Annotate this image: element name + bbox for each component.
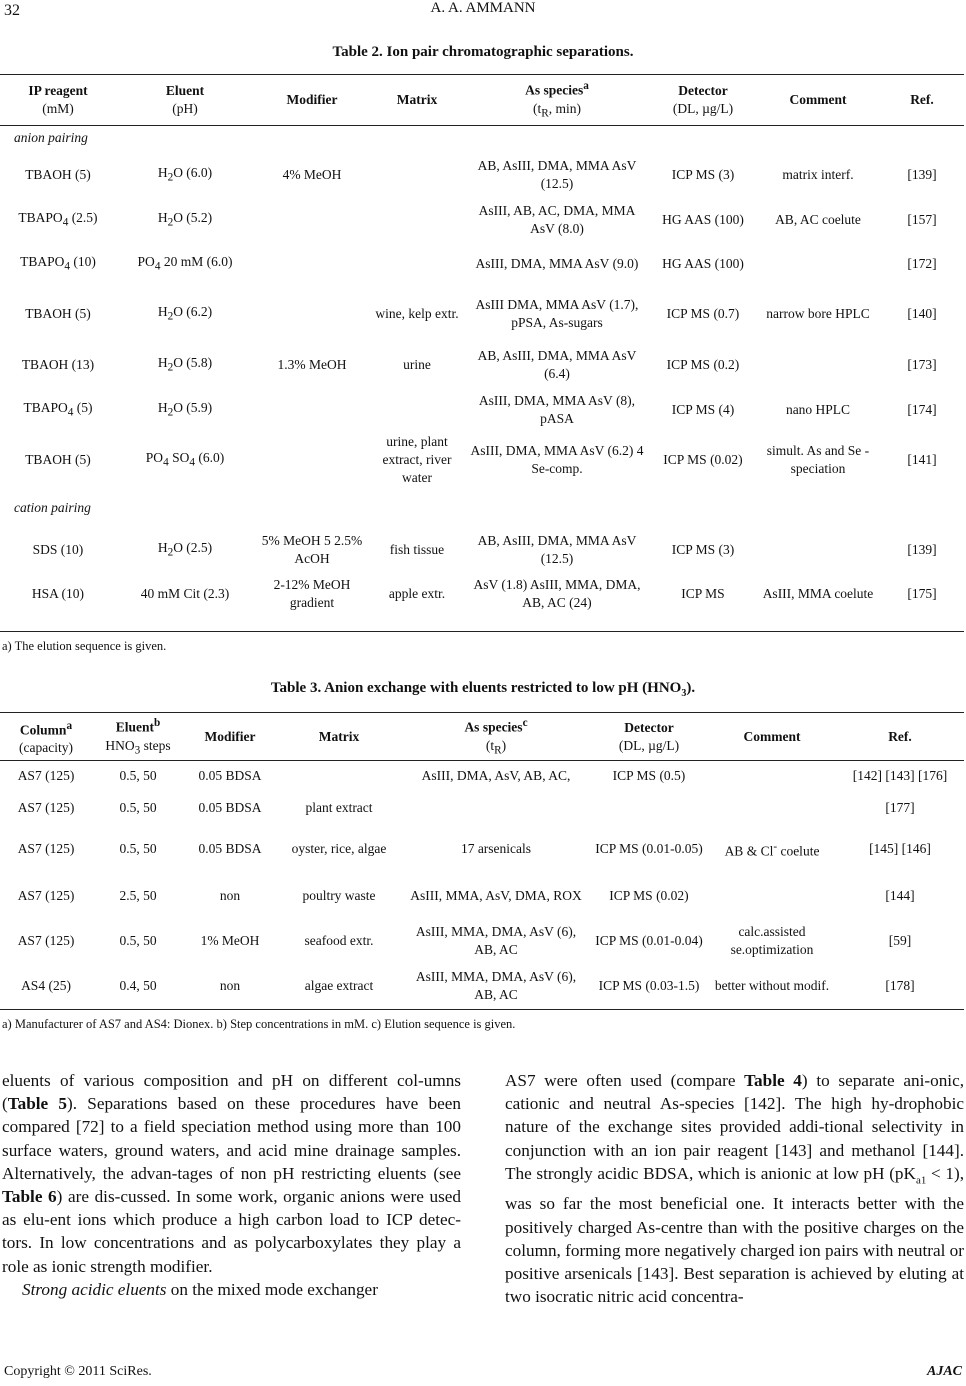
table2-row xyxy=(0,242,964,286)
table3-cell xyxy=(402,792,590,824)
table2-cell: TBAOH (5) xyxy=(25,306,91,321)
table2-cell: ICP MS (0.2) xyxy=(666,357,740,372)
table3-header-2: Modifier xyxy=(204,729,256,744)
table3-cell: AS7 (125) xyxy=(17,841,75,856)
table3-cell xyxy=(708,792,836,824)
table2-cell: 5% MeOH 5 2.5% AcOH xyxy=(261,533,363,566)
table2-cell: [174] xyxy=(907,402,937,417)
table2-row xyxy=(0,528,964,572)
table2-cell xyxy=(254,432,370,488)
table2-cell: AsIII, DMA, MMA AsV (6.2) 4 Se-comp. xyxy=(470,443,644,476)
table2-caption: Table 2. Ion pair chromatographic separations. xyxy=(332,44,634,60)
table3-row xyxy=(0,964,964,1008)
table2-cell: simult. As and Se - speciation xyxy=(766,443,870,476)
table2-cell: $H_2O$ (5.2) xyxy=(157,209,213,229)
table3-cell: calc.assisted se.optimization xyxy=(730,924,814,957)
paragraph: Strong acidic eluents on the mixed mode exchanger xyxy=(22,1279,378,1299)
table3-header-5: Detector (DL, µg/L) xyxy=(618,720,680,753)
table2-cell: [172] xyxy=(907,256,937,271)
table3-cell: non xyxy=(219,978,241,993)
table2-header-6: Comment xyxy=(789,92,847,107)
table2-cell: fish tissue xyxy=(389,542,445,557)
table2-cell xyxy=(254,242,370,286)
table2-cell xyxy=(370,242,464,286)
table2-header-2: Modifier xyxy=(286,92,338,107)
table2-cell: [175] xyxy=(907,586,937,601)
text-column-right xyxy=(505,1069,964,1308)
table2-cell: ICP MS (3) xyxy=(671,542,735,557)
table2-cell: $H_2O$ (5.9) xyxy=(157,399,213,419)
table3-cell: 0.5, 50 xyxy=(119,933,157,948)
table3-caption: Table 3. Anion exchange with eluents restricted to low pH $(HNO_3)$. xyxy=(270,680,696,699)
table2-cell: urine, plant extract, river water xyxy=(382,434,452,485)
table2-cell: TBAOH (5) xyxy=(25,167,91,182)
table2-cell xyxy=(254,286,370,342)
table2-cell: AB, AsIII, DMA, MMA AsV (6.4) xyxy=(477,348,637,381)
text-column-left xyxy=(2,1069,461,1301)
table2-footnote: a) The elution sequence is given. xyxy=(2,639,167,653)
table3-header-0: Column$^a$ (capacity) xyxy=(19,719,73,756)
table3-cell: 0.5, 50 xyxy=(119,800,157,815)
table2-cell: matrix interf. xyxy=(782,167,854,182)
rule xyxy=(0,74,964,75)
table2-row xyxy=(0,152,964,198)
table3-header-3: Matrix xyxy=(318,729,360,744)
paragraph: AS7 were often used (compare Table 4) to separate ani-onic, cationic and neutral As-species [142]. The high hy-drophobic nature of the exchange sites provided addi-tional selectivity in conjunction with an ion pair reagent [143] and methanol [144]. The strongly acidic BDSA, which is anionic at low pH $(pK_{a1} < 1)$, was so far the most beneficial one. It interacts better with the positively charged As-centre than with the positive charges on the column, forming more negatively charged ion pairs with neutral or positive arsenicals [143]. Best separation is achieved by eluting at two isocratic nitric acid concentra- xyxy=(505,1071,964,1307)
table3-cell: 0.4, 50 xyxy=(119,978,157,993)
table3-cell: 0.05 BDSA xyxy=(198,841,262,856)
table3-cell: [142] [143] [176] xyxy=(852,768,948,783)
table2-cell: [139] xyxy=(907,542,937,557)
table3-cell: AsIII, MMA, DMA, AsV (6), AB, AC xyxy=(415,924,577,957)
table2-header-7: Ref. xyxy=(910,92,934,107)
running-head: A. A. AMMANN xyxy=(430,0,536,16)
table3-header-1: Eluent$^b$ $HNO_3$ steps xyxy=(105,717,171,757)
table2-cell: [173] xyxy=(907,357,937,372)
table2-cell xyxy=(254,388,370,432)
table3-header-7: Ref. xyxy=(888,729,912,744)
page-number: 32 xyxy=(4,2,20,19)
table2-cell xyxy=(756,342,880,388)
table2-header-1: Eluent (pH) xyxy=(165,83,205,116)
table2-cell xyxy=(756,528,880,572)
table2-row xyxy=(0,572,964,616)
table3-footnote: a) Manufacturer of AS7 and AS4: Dionex. b) Step concentrations in mM. c) Elution sequence is given. xyxy=(2,1017,516,1031)
table3-cell: [144] xyxy=(885,888,915,903)
table2-cell: TBAOH (5) xyxy=(25,452,91,467)
table2-cell xyxy=(756,242,880,286)
table3-cell: plant extract xyxy=(305,800,373,815)
table2 xyxy=(0,76,964,616)
table3-cell: AB & Cl- coelute xyxy=(724,840,820,859)
table2-cell: $H_2O$ (5.8) xyxy=(157,354,213,374)
table3-cell: 2.5, 50 xyxy=(119,888,157,903)
table3-row xyxy=(0,824,964,874)
table3-header-4: As species$^c$ $(t_R)$ xyxy=(464,717,528,757)
table2-cell: ICP MS xyxy=(681,586,725,601)
rule xyxy=(0,712,964,713)
table2-cell: $PO_4$ $SO_4$ (6.0) xyxy=(145,449,225,469)
table3-cell: [145] [146] xyxy=(869,841,931,856)
table2-cell: AsIII, DMA, MMA AsV (8), pASA xyxy=(478,393,636,426)
table2-row xyxy=(0,286,964,342)
table2-cell: [140] xyxy=(907,306,937,321)
table3-cell: AS7 (125) xyxy=(17,933,75,948)
table3-row xyxy=(0,918,964,964)
table2-cell: AB, AsIII, DMA, MMA AsV (12.5) xyxy=(477,533,637,566)
table2-cell: ICP MS (4) xyxy=(671,402,735,417)
table3-cell: AS7 (125) xyxy=(17,768,75,783)
table3-cell: ICP MS (0.02) xyxy=(609,888,689,903)
table3-cell: 0.05 BDSA xyxy=(198,768,262,783)
table2-cell: $TBAPO_4$ (5) xyxy=(23,399,93,419)
table2-cell: apple extr. xyxy=(388,586,446,601)
table2-cell: [139] xyxy=(907,167,937,182)
table3-row xyxy=(0,792,964,824)
table3-cell: AsIII, MMA, AsV, DMA, ROX xyxy=(410,888,582,903)
table3-row xyxy=(0,760,964,792)
table2-row xyxy=(0,388,964,432)
table3-cell: better without modif. xyxy=(714,978,830,993)
table3-cell: poultry waste xyxy=(302,888,376,903)
table2-cell: AB, AsIII, DMA, MMA AsV (12.5) xyxy=(477,158,637,191)
table2-cell: AsIII, DMA, MMA AsV (9.0) xyxy=(475,256,639,271)
table2-cell: $TBAPO_4$ (10) xyxy=(20,253,96,273)
table2-cell: narrow bore HPLC xyxy=(766,306,870,321)
table2-header-0: IP reagent (mM) xyxy=(28,83,88,116)
table3-cell xyxy=(708,874,836,918)
table2-cell: ICP MS (0.02) xyxy=(663,452,743,467)
table2-cell: wine, kelp extr. xyxy=(375,306,459,321)
table2-cell: SDS (10) xyxy=(32,542,84,557)
table3-cell: ICP MS (0.01-0.05) xyxy=(595,841,703,856)
table2-row xyxy=(0,342,964,388)
table2-row xyxy=(0,432,964,488)
table3-cell: algae extract xyxy=(304,978,374,993)
journal-name: AJAC xyxy=(926,1364,962,1379)
table3-cell: AsIII, DMA, AsV, AB, AC, xyxy=(421,768,571,783)
table2-cell: $PO_4$ 20 mM (6.0) xyxy=(137,253,233,273)
table3-cell xyxy=(708,760,836,792)
table3-cell: 1% MeOH xyxy=(200,933,260,948)
table3-row xyxy=(0,874,964,918)
table3-cell: oyster, rice, algae xyxy=(291,841,387,856)
table2-cell: [157] xyxy=(907,212,937,227)
table2-header-5: Detector (DL, µg/L) xyxy=(672,83,734,116)
table3-header-6: Comment xyxy=(743,729,801,744)
table3-cell: 17 arsenicals xyxy=(460,841,532,856)
table2-cell: HSA (10) xyxy=(31,586,85,601)
table2-cell: AsIII, AB, AC, DMA, MMA AsV (8.0) xyxy=(478,203,636,236)
table2-row xyxy=(0,198,964,242)
table2-cell: urine xyxy=(403,357,431,372)
section-label: cation pairing xyxy=(14,500,91,515)
table2-cell: $H_2O$ (6.0) xyxy=(157,164,213,184)
table3-cell: ICP MS (0.5) xyxy=(612,768,686,783)
table3-cell: [178] xyxy=(885,978,915,993)
table2-cell: 1.3% MeOH xyxy=(277,357,347,372)
table2-cell: ICP MS (3) xyxy=(671,167,735,182)
table3-cell: 0.5, 50 xyxy=(119,841,157,856)
table2-cell: $H_2O$ (6.2) xyxy=(157,303,213,323)
table2-cell: AsIII DMA, MMA AsV (1.7), pPSA, As-sugars xyxy=(475,297,639,330)
table2-cell: 40 mM Cit (2.3) xyxy=(140,586,230,601)
table2-cell xyxy=(370,152,464,198)
rule xyxy=(0,631,964,632)
section-label: anion pairing xyxy=(14,130,88,145)
table3-cell: AS7 (125) xyxy=(17,800,75,815)
table3-cell: AS7 (125) xyxy=(17,888,75,903)
table2-cell: TBAOH (13) xyxy=(21,357,95,372)
table3-cell: seafood extr. xyxy=(304,933,374,948)
rule xyxy=(0,1009,964,1010)
table2-cell: HG AAS (100) xyxy=(662,256,744,271)
paragraph: eluents of various composition and pH on different col-umns (Table 5). Separations based on these procedures have been compared [72] to a field speciation method using more than 100 surface waters, ground waters, and acid mine drainage samples. Alternatively, the advan-tages of non pH restricting eluents (see Table 6) are dis-cussed. In some work, organic anions were used as elu-ent ions which produce a high carbon load to ICP detec-tors. In low concentrations and as polycarboxylates they play a role as ionic strength modifier. xyxy=(2,1071,461,1276)
table2-cell: nano HPLC xyxy=(785,402,851,417)
table3-cell: non xyxy=(219,888,241,903)
table2-cell: [141] xyxy=(907,452,937,467)
table2-header-4: As species$^a$ ($t_R$, min) xyxy=(525,80,589,120)
table2-cell: $TBAPO_4$ (2.5) xyxy=(18,209,98,229)
table3-cell: 0.05 BDSA xyxy=(198,800,262,815)
table3-cell xyxy=(276,760,402,792)
table2-cell: 4% MeOH xyxy=(282,167,342,182)
table2-cell: AsV (1.8) AsIII, MMA, DMA, AB, AC (24) xyxy=(473,577,641,610)
table2-header-3: Matrix xyxy=(396,92,438,107)
table3-cell: [177] xyxy=(885,800,915,815)
table3-cell: [59] xyxy=(888,933,912,948)
table2-cell xyxy=(254,198,370,242)
table2-cell: 2-12% MeOH gradient xyxy=(273,577,351,610)
table3-cell: 0.5, 50 xyxy=(119,768,157,783)
table2-cell xyxy=(370,198,464,242)
table2-cell: AsIII, MMA coelute xyxy=(762,586,874,601)
table3-cell xyxy=(590,792,708,824)
table2-cell xyxy=(370,388,464,432)
table2-cell: HG AAS (100) xyxy=(662,212,744,227)
table3-cell: ICP MS (0.01-0.04) xyxy=(595,933,703,948)
table3-cell: AS4 (25) xyxy=(21,978,71,993)
copyright: Copyright © 2011 SciRes. xyxy=(4,1364,152,1379)
table2-cell: AB, AC coelute xyxy=(775,212,861,227)
table2-cell: ICP MS (0.7) xyxy=(666,306,740,321)
table3-cell: AsIII, MMA, DMA, AsV (6), AB, AC xyxy=(415,969,577,1002)
table3 xyxy=(0,714,964,1008)
table3-cell: ICP MS (0.03-1.5) xyxy=(598,978,700,993)
table2-cell: $H_2O$ (2.5) xyxy=(157,539,213,559)
